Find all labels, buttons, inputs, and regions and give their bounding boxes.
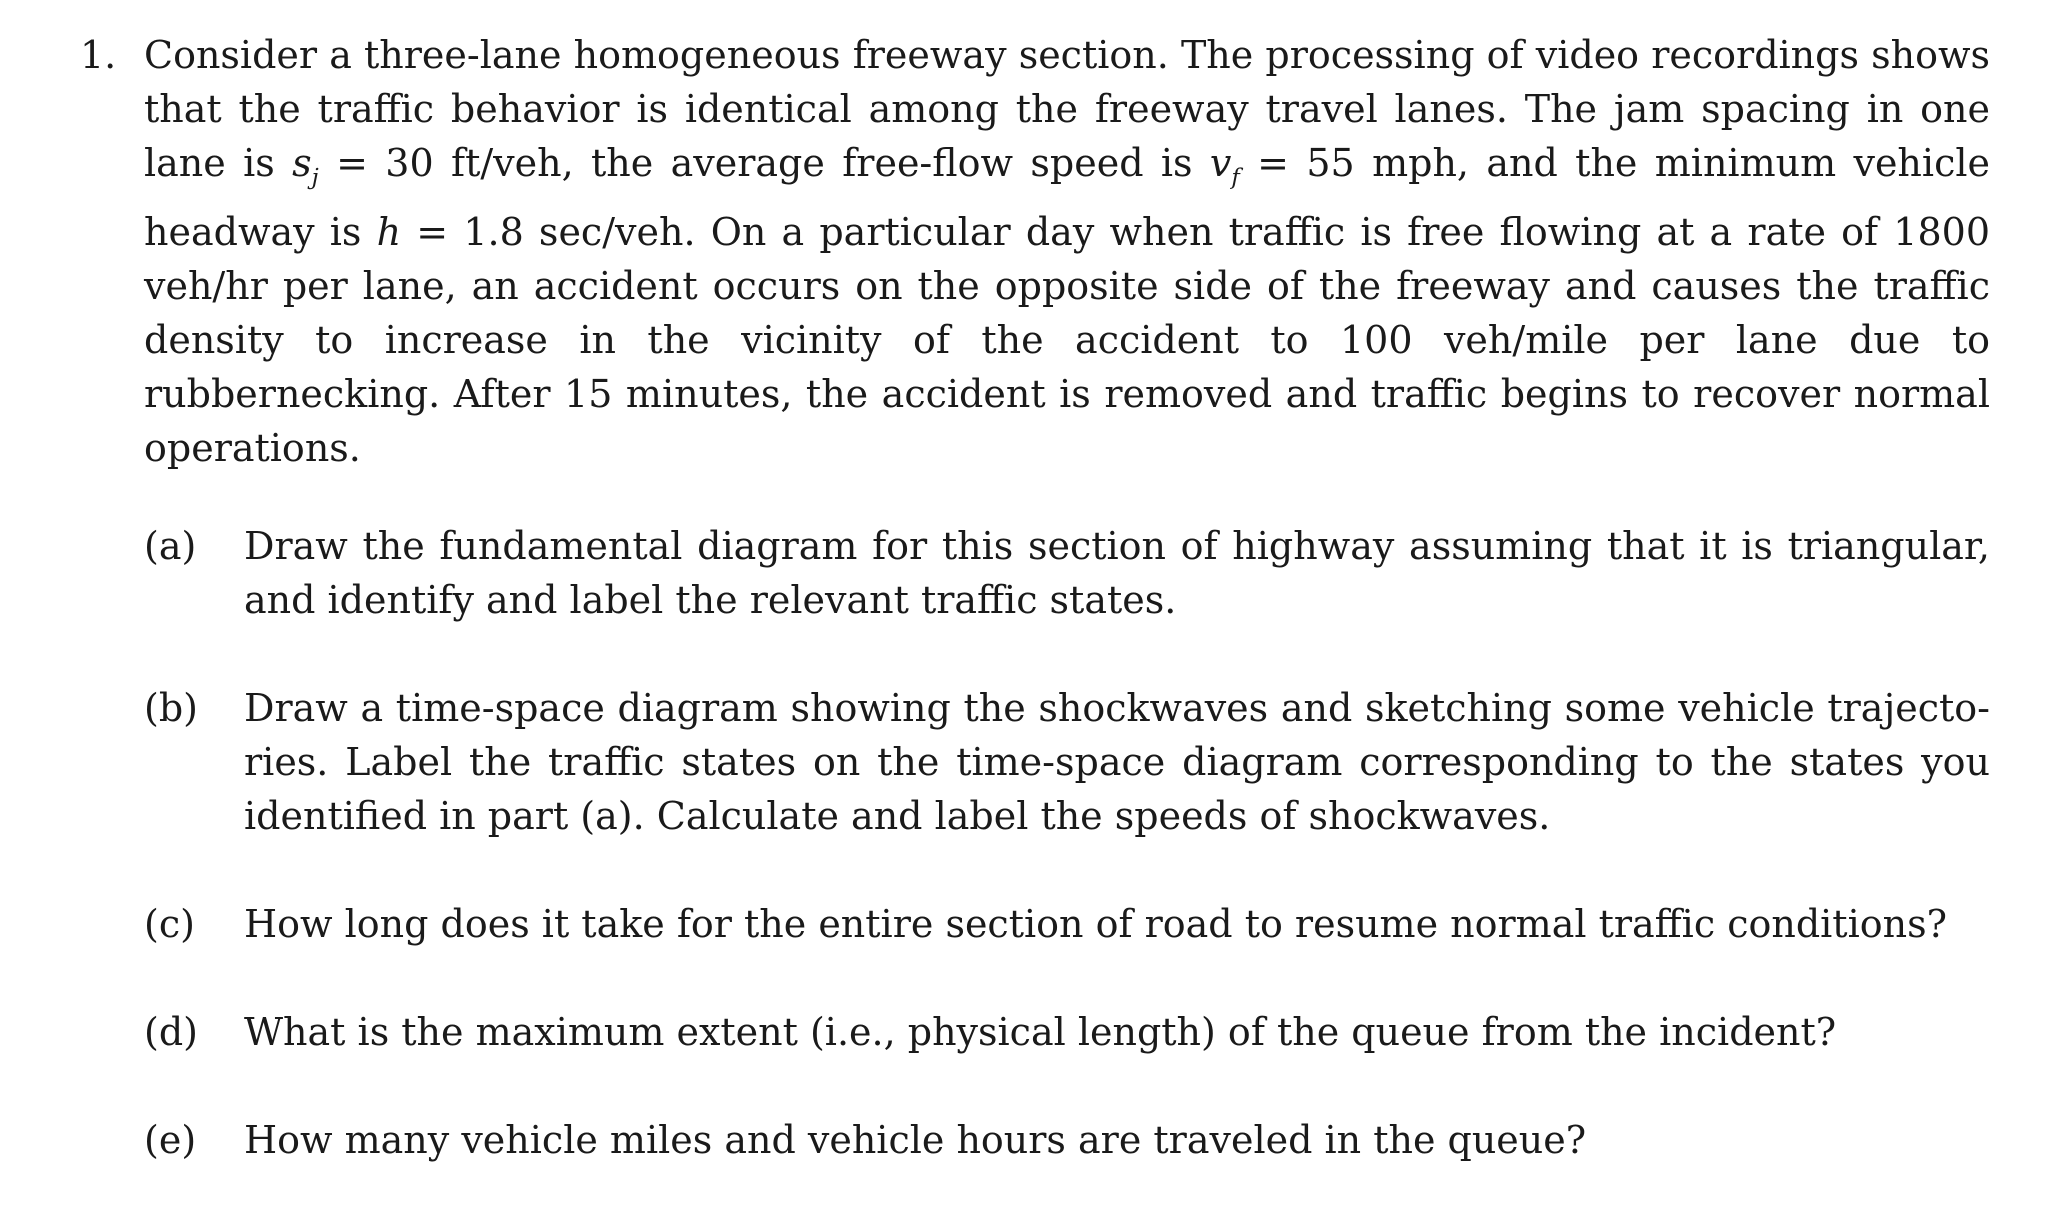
- part-label: (b): [144, 685, 198, 730]
- statement-text: = 30 ft/veh, the average free-flow speed is: [318, 141, 1210, 185]
- problem-number: 1.: [80, 33, 117, 77]
- part-label: (c): [144, 901, 195, 946]
- sub-questions: [144, 519, 1990, 1167]
- part-text: What is the maximum extent (i.e., physical length) of the queue from the incident?: [244, 1009, 1837, 1054]
- part-label: (e): [144, 1117, 197, 1162]
- statement-text: Consider a three-lane homogeneous freeway section. The processing of video recordings shows that the traffic behavior is identical among the freeway travel lanes. The jam spacing in one lane is: [144, 33, 1990, 185]
- problem-1: [80, 28, 1990, 1221]
- part-text: Draw a time-space diagram showing the shockwaves and sketching some vehicle trajecto-ries. Label the traffic states on the time-space diagram corresponding to the states you identified in part (a). Calculate and label the speeds of shockwaves.: [244, 685, 1990, 838]
- part-label: (d): [144, 1009, 198, 1054]
- part-text: How many vehicle miles and vehicle hours are traveled in the queue?: [244, 1117, 1587, 1162]
- statement-text: = 55 mph, and the minimum vehicle headway is: [144, 141, 1990, 254]
- statement-text: = 1.8 sec/veh. On a particular day when traffic is free flowing at a rate of 1800 veh/hr per lane, an accident occurs on the opposite side of the freeway and causes the traffic density to increase in the vicinity of the accident to 100 veh/mile per lane due to rubbernecking. After 15 minutes, the accident is removed and traffic begins to recover normal operations.: [144, 209, 1990, 470]
- part-label: (a): [144, 523, 197, 568]
- part-e: [144, 1113, 1990, 1167]
- free-flow-speed-symbol: $v_f$: [1209, 141, 1240, 191]
- part-text: How long does it take for the entire section of road to resume normal traffic conditions?: [244, 901, 1947, 946]
- part-text: Draw the fundamental diagram for this section of highway assuming that it is triangular, and identify and label the relevant traffic states.: [244, 523, 1990, 622]
- problem-statement: [144, 28, 1990, 475]
- part-c: [144, 897, 1990, 951]
- part-d: [144, 1005, 1990, 1059]
- jam-spacing-symbol: $s_j$: [292, 141, 319, 191]
- part-b: [144, 681, 1990, 843]
- part-a: [144, 519, 1990, 627]
- headway-symbol: h: [376, 209, 402, 254]
